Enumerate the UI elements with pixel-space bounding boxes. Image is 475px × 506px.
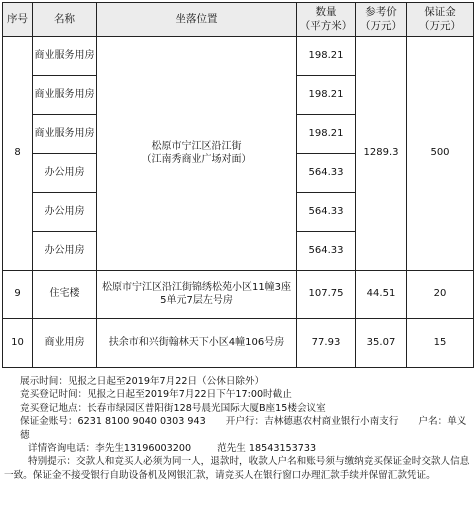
bank-name: 开户行：吉林德惠农村商业银行小南支行: [225, 416, 399, 428]
table-header-row: [3, 3, 474, 37]
row8-location: [97, 37, 297, 271]
row8-area: 564.33: [297, 232, 356, 271]
display-time: 展示时间：见报之日起至2019年7月22日（公休日除外）: [20, 376, 265, 387]
row9-location-line1: 松原市宁江区沿江街锦绣松苑小区11幢3座: [101, 282, 292, 293]
row10-location: 扶余市和兴街翰林天下小区4幢106号房: [97, 319, 297, 368]
row9-location: [97, 271, 297, 319]
account-number: 保证金账号：6231 8100 9040 0303 943: [20, 416, 206, 428]
header-area-line1: 数量: [315, 6, 337, 19]
row9-location-line2: 5单元7层左号房: [160, 294, 233, 306]
row8-name: 商业服务用房: [33, 115, 97, 154]
row8-location-line2: （江南秀商业广场对面）: [141, 153, 252, 165]
table-row: [3, 37, 474, 76]
row8-location-line1: 松原市宁江区沿江街: [151, 141, 242, 152]
header-deposit-line2: （万元）: [419, 19, 461, 32]
header-no: 序号: [3, 3, 33, 37]
header-deposit: [407, 3, 474, 37]
row9-price: 44.51: [356, 271, 407, 319]
row8-area: 564.33: [297, 193, 356, 232]
header-price-line2: （万元）: [360, 19, 402, 32]
row8-deposit: 500: [407, 37, 474, 271]
row10-name: 商业用房: [33, 319, 97, 368]
row9-area: 107.75: [297, 271, 356, 319]
row8-name: 办公用房: [33, 154, 97, 193]
register-place: 竞买登记地点：长春市绿园区普阳街128号晨光国际大厦B座15楼会议室: [20, 402, 326, 414]
row8-price: 1289.3: [356, 37, 407, 271]
account-holder: 户名：单义德: [20, 416, 467, 441]
row10-deposit: 15: [407, 319, 474, 368]
row8-name: 商业服务用房: [33, 76, 97, 115]
header-location: 坐落位置: [97, 3, 297, 37]
row9-no: 9: [3, 271, 33, 319]
account-info: [4, 415, 470, 442]
special-tip: 特别提示：交款人和竞买人必须为同一人，退款时，收款人户名和账号须与缴纳竞买保证金时交款人信息一致。保证金不接受银行自助设备机及网银汇款，请竞买人在银行窗口办理汇款手续并保留汇款凭证。: [4, 456, 470, 481]
contact-info: [4, 442, 470, 455]
header-deposit-line1: 保证金: [424, 6, 456, 19]
row8-area: 564.33: [297, 154, 356, 193]
row10-price: 35.07: [356, 319, 407, 368]
header-name: 名称: [33, 3, 97, 37]
row8-area: 198.21: [297, 115, 356, 154]
row8-name: 办公用房: [33, 193, 97, 232]
row9-name: 住宅楼: [33, 271, 97, 319]
row8-area: 198.21: [297, 76, 356, 115]
row8-area: 198.21: [297, 37, 356, 76]
property-table: [2, 2, 474, 368]
row10-area: 77.93: [297, 319, 356, 368]
row10-no: 10: [3, 319, 33, 368]
header-area-line2: （平方米）: [299, 19, 353, 32]
row8-name: 办公用房: [33, 232, 97, 271]
row8-no: 8: [3, 37, 33, 271]
row8-name: 商业服务用房: [33, 37, 97, 76]
header-area: [297, 3, 356, 37]
notice-block: [4, 375, 470, 482]
header-price: [356, 3, 407, 37]
contact-phone-2: 范先生 18543153733: [217, 443, 317, 455]
header-price-line1: 参考价: [365, 6, 397, 19]
register-time: 竞买登记时间：见报之日起至2019年7月22日下午17:00时截止: [20, 389, 292, 401]
table-row: [3, 319, 474, 368]
row9-deposit: 20: [407, 271, 474, 319]
table-row: [3, 271, 474, 319]
contact-phone-1: 详情咨询电话：李先生13196003200: [28, 443, 192, 455]
